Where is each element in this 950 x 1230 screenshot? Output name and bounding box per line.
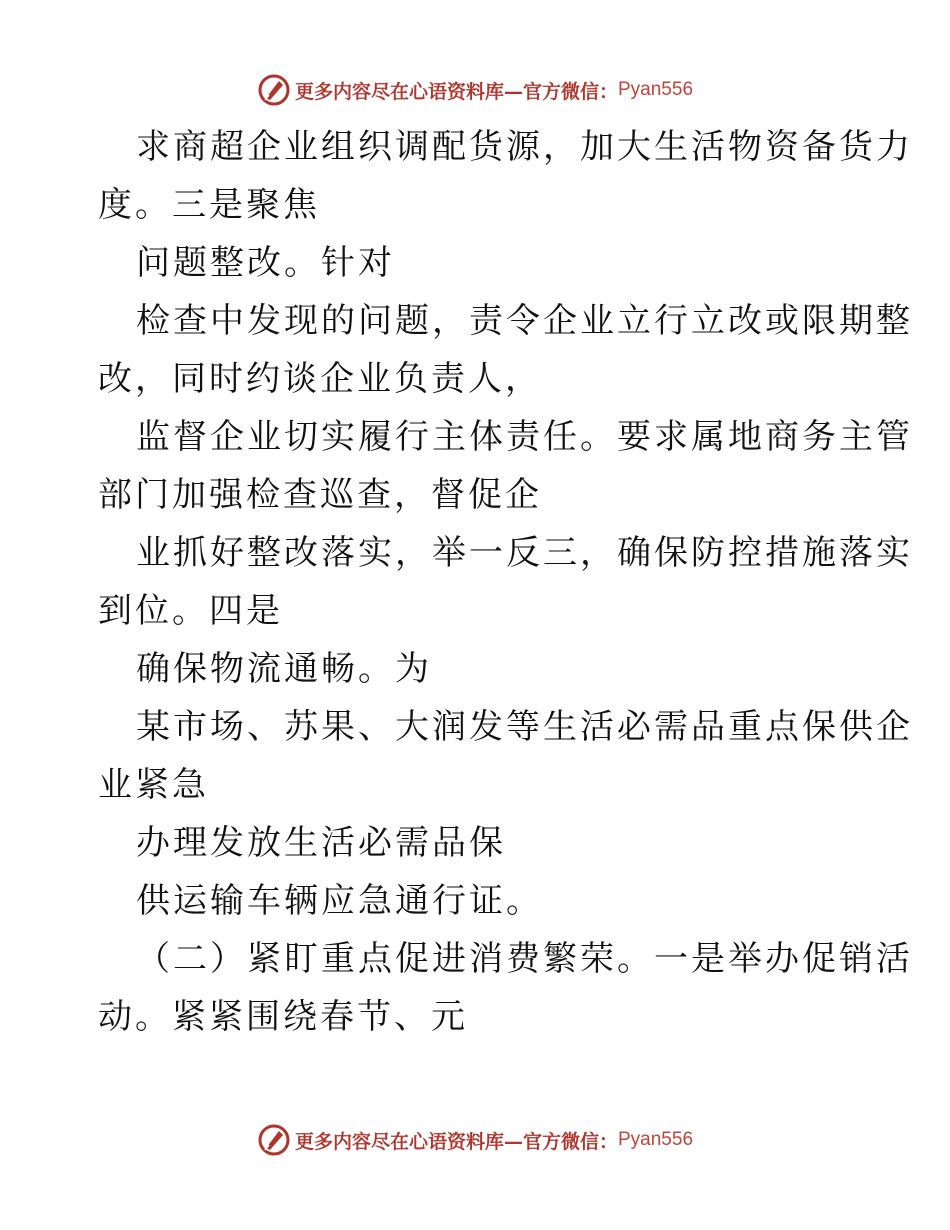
text-line: 改，同时约谈企业负责人， xyxy=(98,359,542,399)
footer-banner xyxy=(0,1120,950,1160)
text-line: 确保物流通畅。为 xyxy=(136,649,432,689)
text-line: 某市场、苏果、大润发等生活必需品重点保供企 xyxy=(136,707,913,747)
text-line: 求商超企业组织调配货源，加大生活物资备货力 xyxy=(136,127,913,167)
text-line: 供运输车辆应急通行证。 xyxy=(136,881,543,921)
text-line: 问题整改。针对 xyxy=(136,243,395,283)
text-line: 动。紧紧围绕春节、元 xyxy=(98,997,468,1037)
header-banner-account: Pyan556 xyxy=(618,79,694,100)
text-line: 监督企业切实履行主体责任。要求属地商务主管 xyxy=(136,417,913,457)
document-body xyxy=(98,118,913,1046)
text-line: 度。三是聚焦 xyxy=(98,185,320,225)
footer-banner-account: Pyan556 xyxy=(618,1129,694,1150)
text-line: 办理发放生活必需品保 xyxy=(136,823,506,863)
header-banner-text: 更多内容尽在心语资料库—官方微信： xyxy=(294,80,618,103)
text-line: 业紧急 xyxy=(98,765,209,805)
feather-pen-logo-icon xyxy=(257,73,291,107)
feather-pen-logo-icon xyxy=(257,1123,291,1157)
footer-banner-text: 更多内容尽在心语资料库—官方微信： xyxy=(294,1130,618,1153)
header-banner xyxy=(0,70,950,110)
text-line: 部门加强检查巡查，督促企 xyxy=(98,475,542,515)
text-line: 检查中发现的问题，责令企业立行立改或限期整 xyxy=(136,301,913,341)
text-line: 到位。四是 xyxy=(98,591,283,631)
text-line: （二）紧盯重点促进消费繁荣。一是举办促销活 xyxy=(136,939,913,979)
text-line: 业抓好整改落实，举一反三，确保防控措施落实 xyxy=(136,533,913,573)
